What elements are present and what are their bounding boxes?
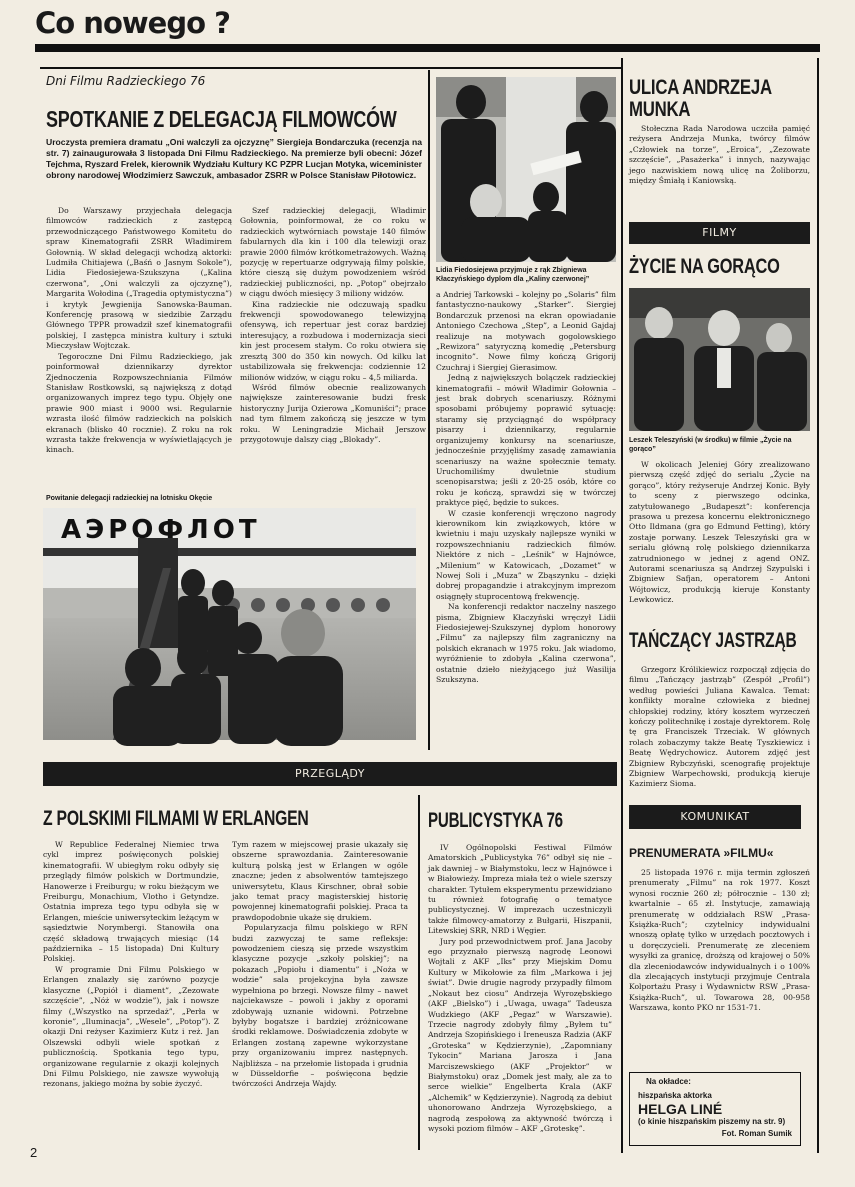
main-headline: SPOTKANIE Z DELEGACJĄ FILMOWCÓW	[46, 106, 397, 132]
przeglady-col2	[232, 840, 408, 1140]
paragraph: Na konferencji redaktor naczelny naszego pisma, Zbigniew Kłaczyński wręczył Lidii Fiedosiejewej-Szukszynej dyplom honorowy „Filmu” za najlepszy film zagraniczny na polskich ekranach w 1975 roku. Jak wiadomo, wyróżnienie to zdobyła „Kalina czerwona”, ostatnie dzieło nieżyjącego już Wasilija Szukszyna.	[436, 602, 616, 685]
cover-box	[629, 1072, 801, 1146]
komunikat-bar: KOMUNIKAT	[629, 805, 801, 829]
rule-main-divider	[428, 70, 430, 750]
main-col2	[240, 206, 426, 488]
paragraph: Do Warszawy przyjechała delegacja filmowców radzieckich z zastępcą przewodniczącego Państwowego Komitetu do spraw Kinematografii ZSRR Władimirem Gołownią. W skład delegacji wchodzą aktorki: Ludmiła Chitiajewa („Baśń o Jasnym Sokole”), Lidia Fiedosiejewa-Szukszyna („Kalina czerwona”, „Oni walczyli za ojczyznę”), Margarita Wołodina („Tragedia optymistyczna”) i krytyk Jewgienija Sanowska-Bauman. Konferencję prasową w siedzibie Zarządu Głównego TPPR prowadził szef kinematografii polskiej, I zastępca ministra kultury i sztuki Mieczysław Wojtczak.	[46, 206, 232, 351]
section-label: Dni Filmu Radzieckiego 76	[46, 74, 206, 88]
paragraph: Jury pod przewodnictwem prof. Jana Jacoby ego przyznało pierwszą nagrodę Leonowi Wojtali z AKF „Iks” przy Miejskim Domu Kultury w Mikołowie za film „Markowa i jej świat”. Dwie drugie nagrody przypadły filmom „Nokaut bez ciosu” Andrzeja Wyrozębskiego (AKF „Bielsko”) i „Uwaga, uwaga” Tadeusza Wudzkiego (AKF „Pegaz” w Warszawie). Trzecie nagrody zdobyły filmy „Byłem tu” Andrzeja Szopińskiego i Ireneusza Radzia (AKF „Groteska” w Kędzierzynie), „Zapomniany Tykocin” Mariana Jarosza i Jana Marciszewskiego (AKF „Projektor” w Białymstoku) oraz „Domek jest mały, ale za to serce wielkie” Engelberta Krala (AKF „Alchemik” w Kędzierzynie). Nagrodą za debiut uhonorowano Andrzeja Wyrozębskiego, a nagrodą zespołową za aktywność twórczą i wysoki poziom filmów – AKF „Groteskę”.	[428, 936, 612, 1133]
cover-name: HELGA LINÉ	[638, 1101, 723, 1117]
jastrzab-text: Grzegorz Królikiewicz rozpoczął zdjęcia do filmu „Tańczący jastrząb” (Zespół „Profil”) według powieści Juliana Kawalca. Temat: konflikty moralne człowieka z biednej chłopskiej rodziny, który kosztem wyrzeczeń kończy politechnikę i zostaje dyrektorem. Rolę tę gra Franciszek Trzeciak. W głównych rolach zobaczymy także Beatę Tyszkiewicz i Beatę Wędrychowicz. Autorem zdjęć jest Zbigniew Rybczyński, scenografię projektuje Zbigniew Warpechowski, produkcją kieruje Kazimierz Sioma.	[629, 665, 810, 789]
publicystyka-text	[428, 843, 612, 1143]
diploma-illustration	[436, 77, 616, 262]
airport-illustration	[43, 508, 416, 740]
paragraph: Wśród filmów obecnie realizowanych największe zainteresowanie budzi fresk historyczny Jurija Ozierowa „Komuniści”; prace nad tym filmem zakończą się jeszcze w tym roku. W Leningradzie Michaił Jerszow przygotowuje dalszy ciąg „Blokady”.	[240, 382, 426, 444]
rule-main-top	[40, 67, 621, 69]
paragraph: Tym razem w miejscowej prasie ukazały się obszerne sprawozdania. Zainteresowanie kulturą polską jest w Erlangen w ogóle znaczne; jeden z absolwentów tamtejszego uniwersytetu, Klaus Kirschner, obrał sobie jako temat pracy magisterskiej historię powojennej kinematografii polskiej. Praca ta prawdopodobnie ukaże się drukiem.	[232, 840, 408, 922]
paragraph: W programie Dni Filmu Polskiego w Erlangen znalazły się zarówno pozycje klasyczne („Popiół i diament”, „Zezowate szczęście”, „Nóż w wodzie”), jak i nowsze filmy („Wszystko na sprzedaż”, „Perła w koronie”, „Iluminacja”, „Wesele”, „Potop”). Z okazji Dni reżyser Kazimierz Kutz i reż. Jan Olszewski odbyli wiele spotkań z publicznością. Spotkania tego typu, organizowane regularnie z okazji kolejnych Dni Filmu Polskiego, nie zawsze wywołują rezonans, jakiego można by sobie życzyć.	[43, 964, 219, 1089]
przeglady-headline: Z POLSKIMI FILMAMI W ERLANGEN	[43, 807, 309, 830]
przeglady-bar: PRZEGLĄDY	[43, 762, 617, 786]
photo-zycie	[629, 288, 810, 431]
cover-label: Na okładce:	[646, 1077, 691, 1086]
zycie-caption: Leszek Teleszyński (w środku) w filmie „Życie na gorąco”	[629, 437, 792, 453]
paragraph: Jedną z największych bolączek radzieckiej kinematografii – mówił Władimir Gołownia – jest brak dobrych scenariuszy. Różnymi sposobami próbujemy poprawić sytuację: staramy się przyciągnąć do współpracy pisarzy i dziennikarzy, regularnie organizujemy konkursy na scenariusze, jednocześnie przyjęliśmy zasadę zamawiania scenariuszy na ważne społecznie tematy. Uruchomiliśmy dwuletnie studium scenopisarstwa; jeśli z 20-25 osób, które co roku je kończą, sprawdzi się w twórczej praktyce pięć, będzie to sukces.	[436, 373, 616, 508]
zycie-text: W okolicach Jeleniej Góry zrealizowano pierwszą część zdjęć do serialu „Życie na gorąco”, który reżyseruje Andrzej Konic. Były to sceny z pierwszego odcinka, zatytułowanego „Budapeszt”: konferencja prasowa u prezesa koncernu elektronicznego Otto Ildmana (gra go Edmund Fetting), który zostaje porwany. Leszek Teleszyński gra w serialu główną rolę polskiego dziennikarza zatrudnionego w jednej z agend ONZ. Autorami scenariusza są Andrzej Szypulski i Zbigniew Safjan, operatorem – Antoni Wójtowicz, produkcją kieruje Konstanty Lewkowicz.	[629, 460, 810, 605]
paragraph: a Andriej Tarkowski – kolejny po „Solaris” film fantastyczno-naukowy „Starker”. Siergiej Bondarczuk przenosi na ekran opowiadanie Antoniego Czechowa „Step”, a Leonid Gajdaj realizuje na motywach gogolowskiego „Rewizora” satyryczną komedię „Petersburg incognito”. Nowe filmy kończą Grigorij Czuchraj i Siergiej Gierasimow.	[436, 290, 616, 372]
paragraph: IV Ogólnopolski Festiwal Filmów Amatorskich „Publicystyka 76” odbył się nie – jak dawniej – w Białymstoku, lecz w Hajnówce i w Białowieży. Impreza miała też o wiele szerszy charakter. Tytułem eksperymentu przewidziano tu również fotografię o tematyce publicystycznej. W imprezach uczestniczyli także filmowcy-amatorzy z Bułgarii, Hiszpanii, Litewskiej SRR, NRD i Węgier.	[428, 843, 612, 936]
main-col1	[46, 206, 232, 488]
paragraph: Kina radzieckie nie odczuwają spadku frekwencji spowodowanego telewizyjną ofensywą, ich repertuar jest coraz bardziej interesujący, a rozbudowa i modernizacja sieci kin jest procesem stałym. Co roku otwiera się zresztą 300 do 350 kin nowych. Od kilku lat ustabilizowała się frekwencja: codziennie 12 milionów widzów, w ciągu roku – 4,5 miliarda.	[240, 299, 426, 382]
filmy-bar: FILMY	[629, 222, 810, 244]
przeglady-col1	[43, 840, 219, 1140]
diploma-caption: Lidia Fiedosiejewa przyjmuje z rąk Zbigniewa Kłaczyńskiego dyplom dla „Kaliny czerwonej”	[436, 267, 590, 283]
publicystyka-headline: PUBLICYSTYKA 76	[428, 809, 563, 832]
plane-lettering: АЭРОФЛОТ	[61, 515, 261, 545]
ulica-headline: ULICA ANDRZEJA MUNKA	[629, 76, 772, 121]
paragraph: W Republice Federalnej Niemiec trwa cykl imprez poświęconych polskiej kinematografii. W ubiegłym roku odbyły się przeglądy filmów polskich w Dortmundzie, Hanowerze i Freiburgu; w roku bieżącym we Freiburgu, Monachium, Vlotho i Getyndze. Ostatnia impreza tego typu odbyła się w Erlangen, mieście uniwersyteckim leżącym w sąsiedztwie Norymbergi. Stanowiła ona część składową trwających miesiąc (14 października – 15 listopada) Dni Kultury Polskiej.	[43, 840, 219, 964]
main-col3	[436, 290, 616, 745]
masthead: Co nowego ?	[35, 6, 230, 40]
photo-airport	[43, 508, 416, 740]
filmy-headline: ŻYCIE NA GORĄCO	[629, 255, 780, 278]
komunikat-text: 25 listopada 1976 r. mija termin zgłoszeń prenumeraty „Filmu” na rok 1977. Koszt wynosi rocznie 260 zł; półrocznie – 130 zł; kwartalnie – 65 zł. Instytucje, zamawiają prenumeratę w oddziałach RSW „Prasa-Książka-Ruch”; czytelnicy indywidualni wnoszą opłatę tylko w urzędach pocztowych i u doręczycieli. Prenumeratę ze zleceniem wysyłki za granicę, droższą od krajowej o 50% dla zleceniodawców indywidualnych i o 100% dla zlecających instytucji przyjmuje Centrala Kolportażu Prasy i Wydawnictw RSW „Prasa-Książka-Ruch”, ul. Towarowa 28, 00-958 Warszawa, konto PKO nr 1531-71.	[629, 868, 810, 1013]
cover-credit: Fot. Roman Sumik	[721, 1129, 792, 1138]
paragraph: Popularyzacja filmu polskiego w RFN budzi zazwyczaj te same refleksje: powodzeniem cieszą się przede wszystkim klasyczne pozycje „szkoły polskiej”; na pokazach „Popiołu i diamentu” i „Noża w wodzie” sala projekcyjna była zawsze wypełniona po brzegi. Nowsze filmy – nawet najciekawsze – powoli i jakby z oporami zdobywają uznanie widowni. Potrzebne byłyby bogatsze i bardziej zróżnicowane środki reklamowe. Doświadczenia zdobyte w Erlangen zostaną zapewne wykorzystane przy organizowaniu imprez następnych. Najbliższa – na przełomie listopada i grudnia w Düsseldorfie – poświęcona będzie twórczości Andrzeja Wajdy.	[232, 923, 408, 1089]
komunikat-headline: PRENUMERATA »FILMU«	[629, 846, 774, 860]
rule-bottom-divider	[418, 795, 420, 1150]
photo-diploma	[436, 77, 616, 262]
page-number: 2	[30, 1145, 38, 1160]
paragraph: Tegoroczne Dni Filmu Radzieckiego, jak poinformował dziennikarzy dyrektor Zjednoczenia Rozpowszechniania Filmów Stanisław Rostkowski, są największą z dotąd organizowanych imprez tego typu. Objęły one prawie 900 miast i 9000 wsi. Regularnie wzrasta ilość filmów radzieckich na polskich ekranach (blisko 40 rocznie). Z roku na rok wzrasta także frekwencja w wyświetlających je kinach.	[46, 351, 232, 455]
cover-line: hiszpańska aktorka	[638, 1091, 712, 1100]
main-lead: Uroczysta premiera dramatu „Oni walczyli za ojczyznę” Siergieja Bondarczuka (recenzja na str. 7) zainaugurowała 3 listopada Dni Filmu Radzieckiego. Na premierze byli obecni: Józef Tejchma, Ryszard Frelek, kierownik Wydziału Kultury KC PZPR Lucjan Motyka, wiceminister obrony narodowej Włodzimierz Sawczuk, ambasador ZSRR w Polsce Stanisław Piłotowicz.	[46, 137, 422, 180]
jastrzab-headline: TAŃCZĄCY JASTRZĄB	[629, 629, 797, 652]
top-rule	[35, 44, 820, 52]
zycie-illustration	[629, 288, 810, 431]
rule-right-column	[621, 58, 623, 1153]
paragraph: Szef radzieckiej delegacji, Władimir Gołownia, poinformował, że co roku w radzieckich wytwórniach powstaje 140 filmów fabularnych dla kin i 100 dla telewizji oraz prawie 2000 filmów krótkometrażowych. Ważną pozycję w repertuarze odgrywają filmy polskie, które cieszą się dużym powodzeniem wśród radzieckiej publiczności, np. „Potop” obejrzało w ciągu dwóch miesięcy 3 miliony widzów.	[240, 206, 426, 299]
paragraph: W czasie konferencji wręczono nagrody kierownikom kin związkowych, które w kwietniu i maju uzyskały najlepsze wyniki w rozpowszechnianiu radzieckich filmów. Niektóre z nich – „Leśnik” w Hajnówce, „Milenium” w Katowicach, „Dozamet” w Nowej Soli i „Muza” w Zbąszynku – dzięki dobrej propagandzie i atrakcyjnym imprezom osiągnęły stuprocentową frekwencję.	[436, 508, 616, 601]
cover-note: (o kinie hiszpańskim piszemy na str. 9)	[638, 1117, 786, 1126]
ulica-text: Stołeczna Rada Narodowa uczciła pamięć reżysera Andrzeja Munka, twórcy filmów „Człowiek na torze”, „Eroica”, „Zezowate szczęście”, „Pasażerka” i innych, nazywając jego nazwiskiem nową ulicę na Żoliborzu, między Śmiałą i Kaniowską.	[629, 124, 810, 186]
plane-caption: Powitanie delegacji radzieckiej na lotnisku Okęcie	[46, 495, 213, 502]
rule-right-edge	[817, 58, 819, 1153]
